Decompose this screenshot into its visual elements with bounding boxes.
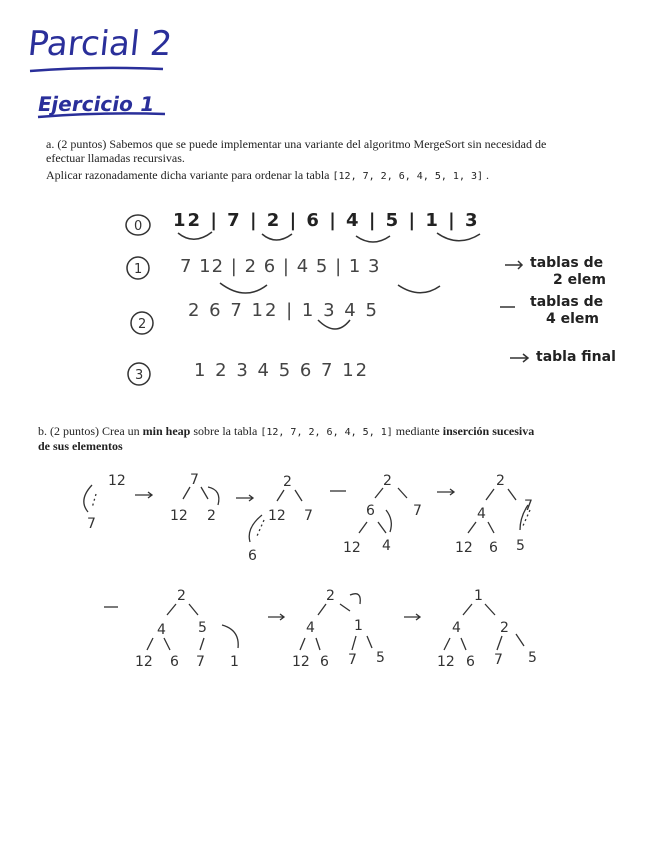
t6-rr: 1 [230,654,239,670]
t7-right: 1 [354,618,363,634]
t6-rl: 7 [196,654,205,670]
step0-label: 0 [134,219,143,234]
t4-ll: 12 [343,540,361,556]
t5-left: 4 [477,506,486,522]
step2-note-line2: 4 elem [546,311,599,327]
t8-rl: 7 [494,652,503,668]
part-b-bold-insercion: inserción sucesiva [442,424,535,438]
t2-root: 7 [190,472,199,488]
t2-right: 2 [207,508,216,524]
step1-note-line2: 2 elem [553,272,606,288]
step3-values: 1 2 3 4 5 6 7 12 [194,360,370,381]
part-b-prefix: b. (2 puntos) Crea un [38,424,140,438]
t7-ll: 12 [292,654,310,670]
step3-label: 3 [135,368,144,383]
t8-left: 4 [452,620,461,636]
step2-values: 2 6 7 12 | 1 3 4 5 [188,300,379,321]
step1-note-line1: tablas de [530,255,604,271]
part-a-line3-suffix: . [486,168,490,182]
t6-root: 2 [177,588,186,604]
t1-child: 7 [87,516,96,532]
t2-left: 12 [170,508,188,524]
step2-note-line1: tablas de [530,294,604,310]
exercise-heading: Ejercicio 1 [35,92,157,116]
t8-root: 1 [474,588,483,604]
t8-lr: 6 [466,654,475,670]
t6-lr: 6 [170,654,179,670]
part-b-mediante: mediante [395,424,440,438]
step1-values: 7 12 | 2 6 | 4 5 | 1 3 [180,256,381,277]
part-b-middle: sobre la tabla [193,424,258,438]
t7-root: 2 [326,588,335,604]
step1-label: 1 [134,262,143,277]
step0-values: 12 | 7 | 2 | 6 | 4 | 5 | 1 | 3 [173,210,480,231]
page-title: Parcial 2 [25,24,175,64]
t7-lr: 6 [320,654,329,670]
part-a-line3-prefix: Aplicar razonadamente dicha variante para ordenar la tabla [46,168,330,182]
t3-left: 12 [268,508,286,524]
t5-root: 2 [496,473,505,489]
t5-right: 7 [524,498,533,514]
t6-right: 5 [198,620,207,636]
part-b-bold-minheap: min heap [142,424,191,438]
t8-rr: 5 [528,650,537,666]
step3-note: tabla final [536,349,616,365]
part-a-line1: a. (2 puntos) Sabemos que se puede implementar una variante del algoritmo MergeSort sin necesidad de [46,137,547,151]
t3-root: 2 [283,474,292,490]
part-b-table: [12, 7, 2, 6, 4, 5, 1] [260,427,393,438]
t5-rl: 5 [516,538,525,554]
t5-ll: 12 [455,540,473,556]
part-b-bold-elementos: de sus elementos [38,439,123,453]
part-a-table: [12, 7, 2, 6, 4, 5, 1, 3] [332,171,484,182]
t4-lr: 4 [382,538,391,554]
t5-lr: 6 [489,540,498,556]
t7-rl: 7 [348,652,357,668]
t4-right: 7 [413,503,422,519]
t8-right: 2 [500,620,509,636]
t4-root: 2 [383,473,392,489]
t8-ll: 12 [437,654,455,670]
t3-new: 6 [248,548,257,564]
t4-left: 6 [366,503,375,519]
part-a-line2: efectuar llamadas recursivas. [46,151,185,165]
t7-rr: 5 [376,650,385,666]
t6-left: 4 [157,622,166,638]
t1-root: 12 [108,473,126,489]
t6-ll: 12 [135,654,153,670]
t3-right: 7 [304,508,313,524]
step2-label: 2 [138,317,147,332]
t7-left: 4 [306,620,315,636]
